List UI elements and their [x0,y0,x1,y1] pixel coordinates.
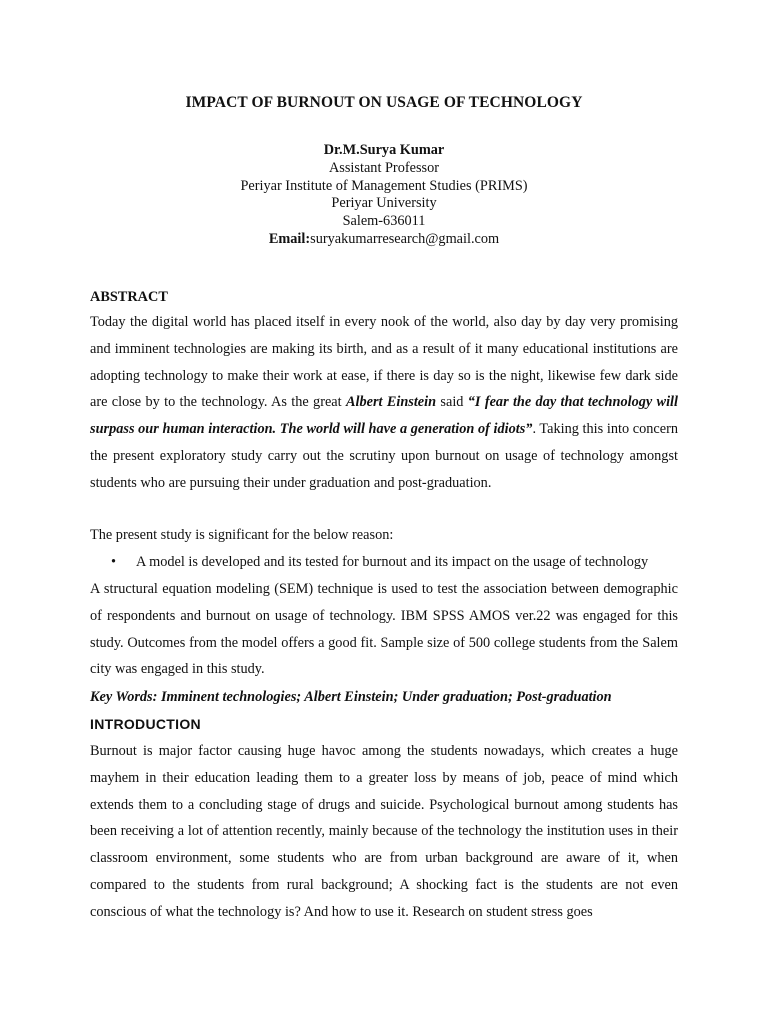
author-university: Periyar University [331,195,437,212]
keywords-line: Key Words: Imminent technologies; Albert Einstein; Under graduation; Post-graduation [90,689,612,705]
author-position: Assistant Professor [328,159,439,176]
introduction-paragraph: Burnout is major factor causing huge havoc among the students nowadays, which creates a huge mayhem in their education leading them to a greater loss by means of job, peace of mind which extends them to a concluding stage of drugs and suicide. Psychological burnout among students has been receiving a lot of attention recently, mainly because of the technology the institution uses in their classroom environment, some students who are from urban background are aware of it, when compared to the students from rural background; A shocking fact is the students are not even conscious of what the technology is? And how to use it. Research on student stress goes [90,743,678,920]
einstein-quote: “I fear the day that technology will surpass our human interaction. The world will have a generation of idiots” [90,394,678,438]
author-block [0,142,768,249]
bullet-text: A model is developed and its tested for burnout and its impact on the usage of technology [136,554,649,570]
said-text: said [436,394,468,411]
reason-line: The present study is significant for the below reason: [90,527,394,543]
bullet-icon: • [111,554,117,570]
sem-paragraph: A structural equation modeling (SEM) technique is used to test the association between demographic of respondents and burnout on usage of technology. IBM SPSS AMOS ver.22 was engaged for this study. Outcomes from the model offers a good fit. Sample size of 500 college students from the Salem city was engaged in this study. [90,581,678,678]
abstract-text-start: Today the digital world has placed itself in every nook of the world, also day by day very promising and imminent technologies are making its birth, and as a result of it many educational institutions are adopting technology to make their work at ease, if there is day so is the night, likewise few dark side are close by to the technology. As the great [90,314,678,411]
introduction-heading: INTRODUCTION [90,716,201,732]
author-location: Salem-636011 [342,213,426,230]
abstract-heading: ABSTRACT [90,289,168,305]
author-email: suryakumarresearch@gmail.com [310,230,500,247]
paper-title: IMPACT OF BURNOUT ON USAGE OF TECHNOLOGY [185,94,583,111]
author-institute: Periyar Institute of Management Studies (PRIMS) [240,177,528,194]
abstract-text-end: . Taking this into concern the present exploratory study carry out the scrutiny upon burnout on usage of technology amongst students who are pursuing their under graduation and post-graduation. [90,421,678,491]
author-name: Dr.M.Surya Kumar [323,142,445,158]
email-label: Email: [268,230,311,247]
abstract-paragraph [90,309,678,497]
einstein-name: Albert Einstein [345,394,437,411]
author-email-line [0,231,768,249]
